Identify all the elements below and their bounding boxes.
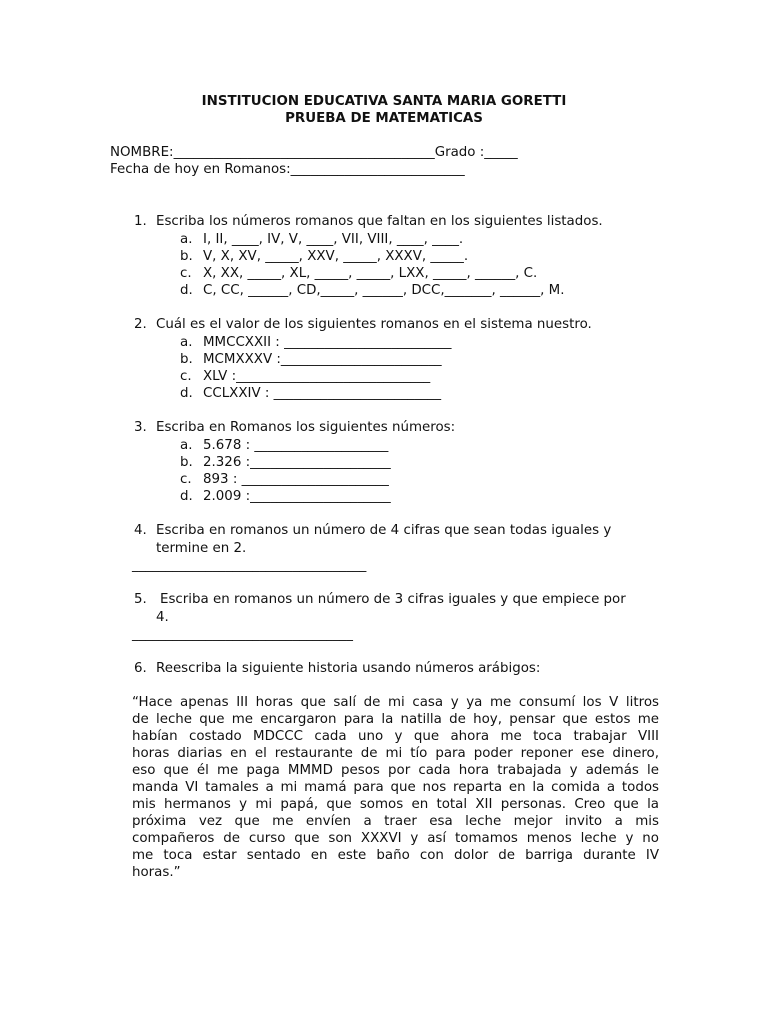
item-marker: a. (180, 335, 193, 350)
story-line: mis hermanos y mi papá, que somos en total XII personas. Creo que la (132, 797, 659, 812)
item-marker: c. (180, 266, 192, 281)
story-line: horas diarias en el restaurante de mi tío para poder reponer ese dinero, (132, 746, 659, 761)
story-line: “Hace apenas III horas que salí de mi casa y ya me consumí los V litros (132, 695, 659, 710)
story-line: de leche que me encargaron para la natilla de hoy, pensar que estos me (132, 712, 659, 727)
answer-line: ___________________________________ (132, 558, 367, 573)
question-1-text: Escriba los números romanos que faltan en los siguientes listados. (156, 214, 603, 229)
list-item: C, CC, ______, CD,_____, ______, DCC,_______, ______, M. (203, 283, 565, 298)
list-item: 2.326 :_____________________ (203, 455, 391, 470)
item-marker: b. (180, 249, 193, 264)
question-number: 3. (134, 420, 147, 435)
item-marker: b. (180, 455, 193, 470)
list-item: MCMXXXV :________________________ (203, 352, 442, 367)
story-line: me toca estar sentado en este baño con dolor de barriga durante IV (132, 848, 659, 863)
item-marker: d. (180, 489, 193, 504)
story-line: próxima vez que me envíen a traer esa leche mejor invito a mis (132, 814, 659, 829)
item-marker: b. (180, 352, 193, 367)
item-marker: d. (180, 283, 193, 298)
list-item: 2.009 :_____________________ (203, 489, 391, 504)
story-line: horas.” (132, 865, 181, 880)
story-line: habían costado MDCCC cada uno y que ahora me toca trabajar VIII (132, 729, 659, 744)
name-grade-line: NOMBRE:_______________________________________Grado :_____ (110, 145, 518, 160)
item-marker: c. (180, 369, 192, 384)
list-item: CCLXXIV : _________________________ (203, 386, 442, 401)
item-marker: a. (180, 232, 193, 247)
question-number: 5. (134, 592, 147, 607)
story-paragraph (132, 694, 659, 881)
list-item: 893 : ______________________ (203, 472, 389, 487)
question-number: 2. (134, 317, 147, 332)
story-line: manda VI tamales a mi mamá para que nos reparta en la comida a todos (132, 780, 659, 795)
question-4-text: Escriba en romanos un número de 4 cifras que sean todas iguales y (156, 523, 612, 538)
question-5-text-cont: 4. (156, 610, 169, 625)
item-marker: c. (180, 472, 192, 487)
item-marker: a. (180, 438, 193, 453)
list-item: MMCCXXII : _________________________ (203, 335, 452, 350)
question-5-text: Escriba en romanos un número de 3 cifras iguales y que empiece por (160, 592, 626, 607)
question-number: 6. (134, 661, 147, 676)
test-title: PRUEBA DE MATEMATICAS (285, 111, 483, 126)
institution-title: INSTITUCION EDUCATIVA SANTA MARIA GORETTI (201, 94, 567, 109)
list-item: V, X, XV, _____, XXV, _____, XXXV, _____. (203, 249, 469, 264)
question-3-text: Escriba en Romanos los siguientes números: (156, 420, 456, 435)
list-item: X, XX, _____, XL, _____, _____, LXX, _____, ______, C. (203, 266, 538, 281)
story-line: compañeros de curso que son XXXVI y así tomamos menos leche y no (132, 831, 659, 846)
list-item: XLV :_____________________________ (203, 369, 431, 384)
item-marker: d. (180, 386, 193, 401)
answer-line: _________________________________ (132, 627, 353, 642)
question-6-text: Reescriba la siguiente historia usando números arábigos: (156, 661, 541, 676)
question-2-text: Cuál es el valor de los siguientes romanos en el sistema nuestro. (156, 317, 592, 332)
list-item: I, II, ____, IV, V, ____, VII, VIII, ____, ____. (203, 232, 464, 247)
question-number: 1. (134, 214, 147, 229)
story-line: eso que él me paga MMMD pesos por cada hora trabajada y además le (132, 763, 659, 778)
date-line: Fecha de hoy en Romanos:__________________________ (110, 162, 465, 177)
question-4-text-cont: termine en 2. (156, 541, 247, 556)
list-item: 5.678 : ____________________ (203, 438, 389, 453)
question-number: 4. (134, 523, 147, 538)
